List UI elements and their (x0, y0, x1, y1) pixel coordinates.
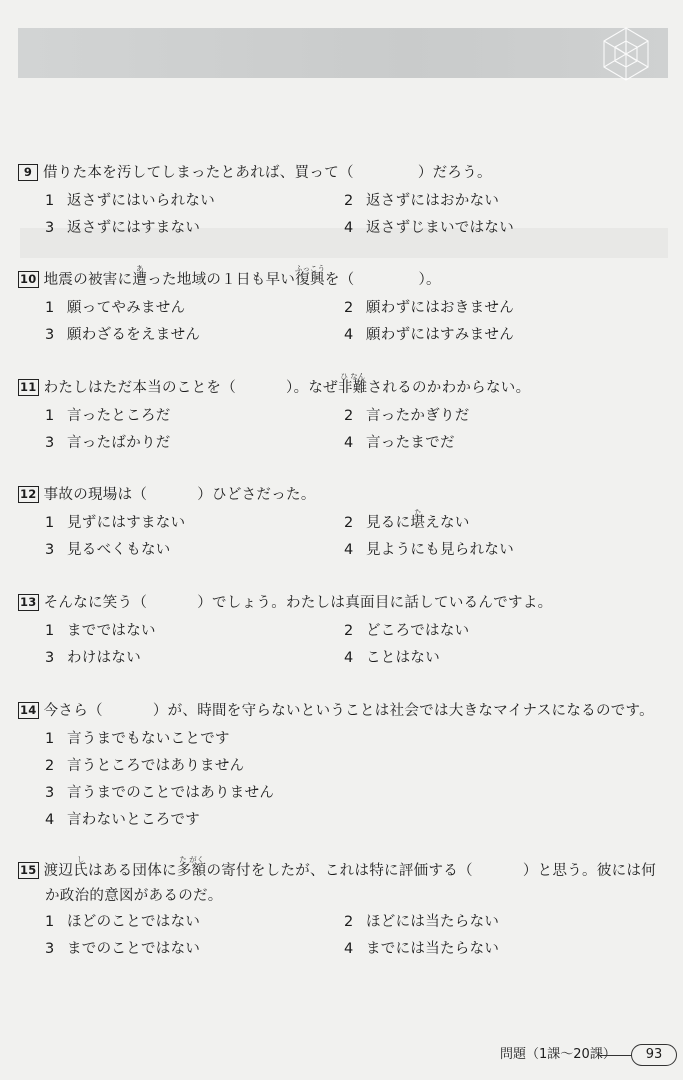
question-11 (18, 372, 678, 457)
option-text: 言うところではありません (67, 758, 245, 774)
ruby-word (410, 510, 425, 537)
option-2[interactable] (344, 909, 499, 936)
option-text: 言ったかぎりだ (366, 408, 470, 424)
option-number: 2 (344, 193, 354, 209)
option-text: までのことではない (67, 941, 201, 957)
option-text: 返さずにはいられない (67, 193, 215, 209)
ruby-base: 氏 (73, 863, 89, 879)
stem-text: ）が、時間を守らないということは社会では大きなマイナスになるのです。 (152, 703, 654, 719)
option-text: 言ったばかりだ (67, 435, 171, 451)
option-number: 3 (45, 220, 55, 236)
option-text: えない (425, 515, 470, 531)
option-text: どころではない (366, 623, 470, 639)
option-text: 言ったまでだ (366, 435, 455, 451)
stem-text: されるのかわからない。 (367, 380, 531, 396)
stem-text: ）ひどさだった。 (197, 487, 316, 503)
option-text: 返さずにはすまない (67, 220, 201, 236)
option-text: 言わないところです (67, 812, 201, 828)
option-number: 3 (45, 941, 55, 957)
question-number: 9 (18, 164, 38, 181)
stem-text: そんなに笑う（ (43, 595, 148, 611)
option-1[interactable] (45, 510, 185, 537)
option-text: 言うまでもないことです (67, 731, 230, 747)
option-number: 1 (45, 515, 55, 531)
stem-text: ）。 (418, 272, 441, 288)
question-number: 11 (20, 380, 37, 394)
question-stem-continued (18, 885, 678, 907)
question-number: 13 (20, 595, 37, 609)
stem-text: はある団体に (88, 863, 177, 879)
option-text: 願わざるをえません (67, 327, 201, 343)
header-band (18, 28, 668, 78)
option-number: 2 (45, 758, 55, 774)
option-number: 3 (45, 327, 55, 343)
option-number: 2 (344, 623, 354, 639)
stem-text: を（ (324, 272, 355, 288)
stem-text: の寄付をしたが、これは特に評価する（ (206, 863, 473, 879)
option-number: 4 (344, 220, 354, 236)
option-1[interactable] (45, 726, 230, 753)
stem-text: ）。なぜ (286, 380, 338, 396)
question-stem (18, 700, 678, 722)
option-3[interactable] (45, 645, 141, 672)
option-number: 1 (45, 300, 55, 316)
option-number: 2 (344, 300, 354, 316)
option-text: 願わずにはすみません (366, 327, 514, 343)
option-3[interactable] (45, 780, 274, 807)
option-1[interactable] (45, 909, 200, 936)
option-2[interactable] (344, 510, 470, 537)
option-number: 4 (344, 327, 354, 343)
option-number: 2 (344, 408, 354, 424)
question-15 (18, 855, 678, 963)
question-number: 15 (20, 863, 37, 877)
option-text: ほどには当たらない (366, 914, 500, 930)
option-2[interactable] (45, 753, 244, 780)
furigana: あ (136, 264, 144, 273)
option-text: 見るに (366, 515, 411, 531)
option-4[interactable] (344, 537, 514, 564)
option-2[interactable] (344, 618, 469, 645)
option-number: 4 (344, 941, 354, 957)
option-text: 言うまでのことではありません (67, 785, 275, 801)
ruby-base: 堪 (410, 515, 426, 531)
ruby-word (132, 264, 148, 291)
option-number: 3 (45, 542, 55, 558)
option-text: までではない (67, 623, 156, 639)
option-4[interactable] (344, 430, 455, 457)
option-text: 返さずじまいではない (366, 220, 514, 236)
question-number: 10 (20, 272, 37, 286)
ruby-base: 多額 (176, 863, 207, 879)
question-10 (18, 264, 678, 349)
option-number: 3 (45, 650, 55, 666)
option-text: ほどのことではない (67, 914, 201, 930)
option-4[interactable] (344, 215, 514, 242)
option-4[interactable] (344, 936, 499, 963)
option-text: 見ようにも見られない (366, 542, 514, 558)
stem-text: 事故の現場は（ (43, 487, 148, 503)
option-text: 願わずにはおきません (366, 300, 514, 316)
option-3[interactable] (45, 215, 200, 242)
question-14 (18, 700, 678, 834)
furigana: ひ なん (340, 372, 366, 381)
option-number: 3 (45, 785, 55, 801)
option-4[interactable] (344, 645, 440, 672)
option-2[interactable] (344, 403, 470, 430)
ruby-word (176, 855, 207, 882)
option-2[interactable] (344, 295, 514, 322)
page-number: 93 (631, 1044, 677, 1066)
option-text: 返さずにはおかない (366, 193, 500, 209)
option-number: 3 (45, 435, 55, 451)
option-number: 1 (45, 914, 55, 930)
option-text: わけはない (67, 650, 141, 666)
option-number: 2 (344, 515, 354, 531)
stem-text: 借りた本を汚してしまったとあれば、買って（ (43, 165, 354, 181)
question-13 (18, 592, 678, 672)
option-text: ことはない (366, 650, 440, 666)
option-1[interactable] (45, 188, 215, 215)
stem-text: わたしはただ本当のことを（ (43, 380, 237, 396)
ruby-word (337, 372, 368, 399)
option-number: 4 (344, 435, 354, 451)
option-number: 1 (45, 623, 55, 639)
option-1[interactable] (45, 403, 171, 430)
stem-text: ）だろう。 (417, 165, 492, 181)
option-2[interactable] (344, 188, 499, 215)
question-stem (18, 855, 678, 882)
option-3[interactable] (45, 430, 171, 457)
furigana: た がく (179, 855, 205, 864)
question-stem (18, 592, 678, 614)
option-number: 4 (344, 542, 354, 558)
ruby-word (73, 855, 89, 882)
option-number: 4 (45, 812, 55, 828)
option-text: 見ずにはすまない (67, 515, 186, 531)
footer-rule (599, 1055, 633, 1056)
stem-text: 渡辺 (43, 863, 74, 879)
option-number: 2 (344, 914, 354, 930)
question-stem (18, 484, 678, 506)
option-3[interactable] (45, 322, 200, 349)
ruby-base: 非難 (337, 380, 368, 396)
option-number: 1 (45, 408, 55, 424)
option-text: 言ったところだ (67, 408, 171, 424)
furigana: た (414, 508, 422, 517)
option-text: 願ってやみません (67, 300, 186, 316)
furigana: し (76, 855, 85, 864)
stem-text: か政治的意図があるのだ。 (45, 888, 223, 904)
option-4[interactable] (344, 322, 514, 349)
stem-text: 地震の被害に (43, 272, 133, 288)
asanoha-pattern-icon (596, 24, 656, 84)
stem-text: 今さら（ (43, 703, 103, 719)
option-3[interactable] (45, 537, 171, 564)
option-number: 1 (45, 193, 55, 209)
stem-text: ）と思う。彼には何 (522, 863, 657, 879)
option-number: 1 (45, 731, 55, 747)
question-number: 14 (20, 703, 37, 717)
question-stem (18, 264, 678, 291)
furigana: ふっこう (295, 264, 326, 273)
question-stem (18, 372, 678, 399)
question-number: 12 (20, 487, 37, 501)
section-label: 問題（1課〜20課） (500, 1047, 616, 1062)
option-1[interactable] (45, 295, 185, 322)
question-stem (18, 162, 678, 184)
ruby-word (295, 264, 326, 291)
option-text: 見るべくもない (67, 542, 171, 558)
ruby-base: 復興 (295, 272, 325, 288)
question-12 (18, 484, 678, 564)
ruby-base: 遭 (132, 272, 148, 288)
question-9 (18, 162, 678, 242)
option-text: までには当たらない (366, 941, 500, 957)
option-3[interactable] (45, 936, 200, 963)
stem-text: った地域の１日も早い (147, 272, 296, 288)
option-4[interactable] (45, 807, 200, 834)
stem-text: ）でしょう。わたしは真面目に話しているんですよ。 (197, 595, 553, 611)
option-number: 4 (344, 650, 354, 666)
option-1[interactable] (45, 618, 156, 645)
